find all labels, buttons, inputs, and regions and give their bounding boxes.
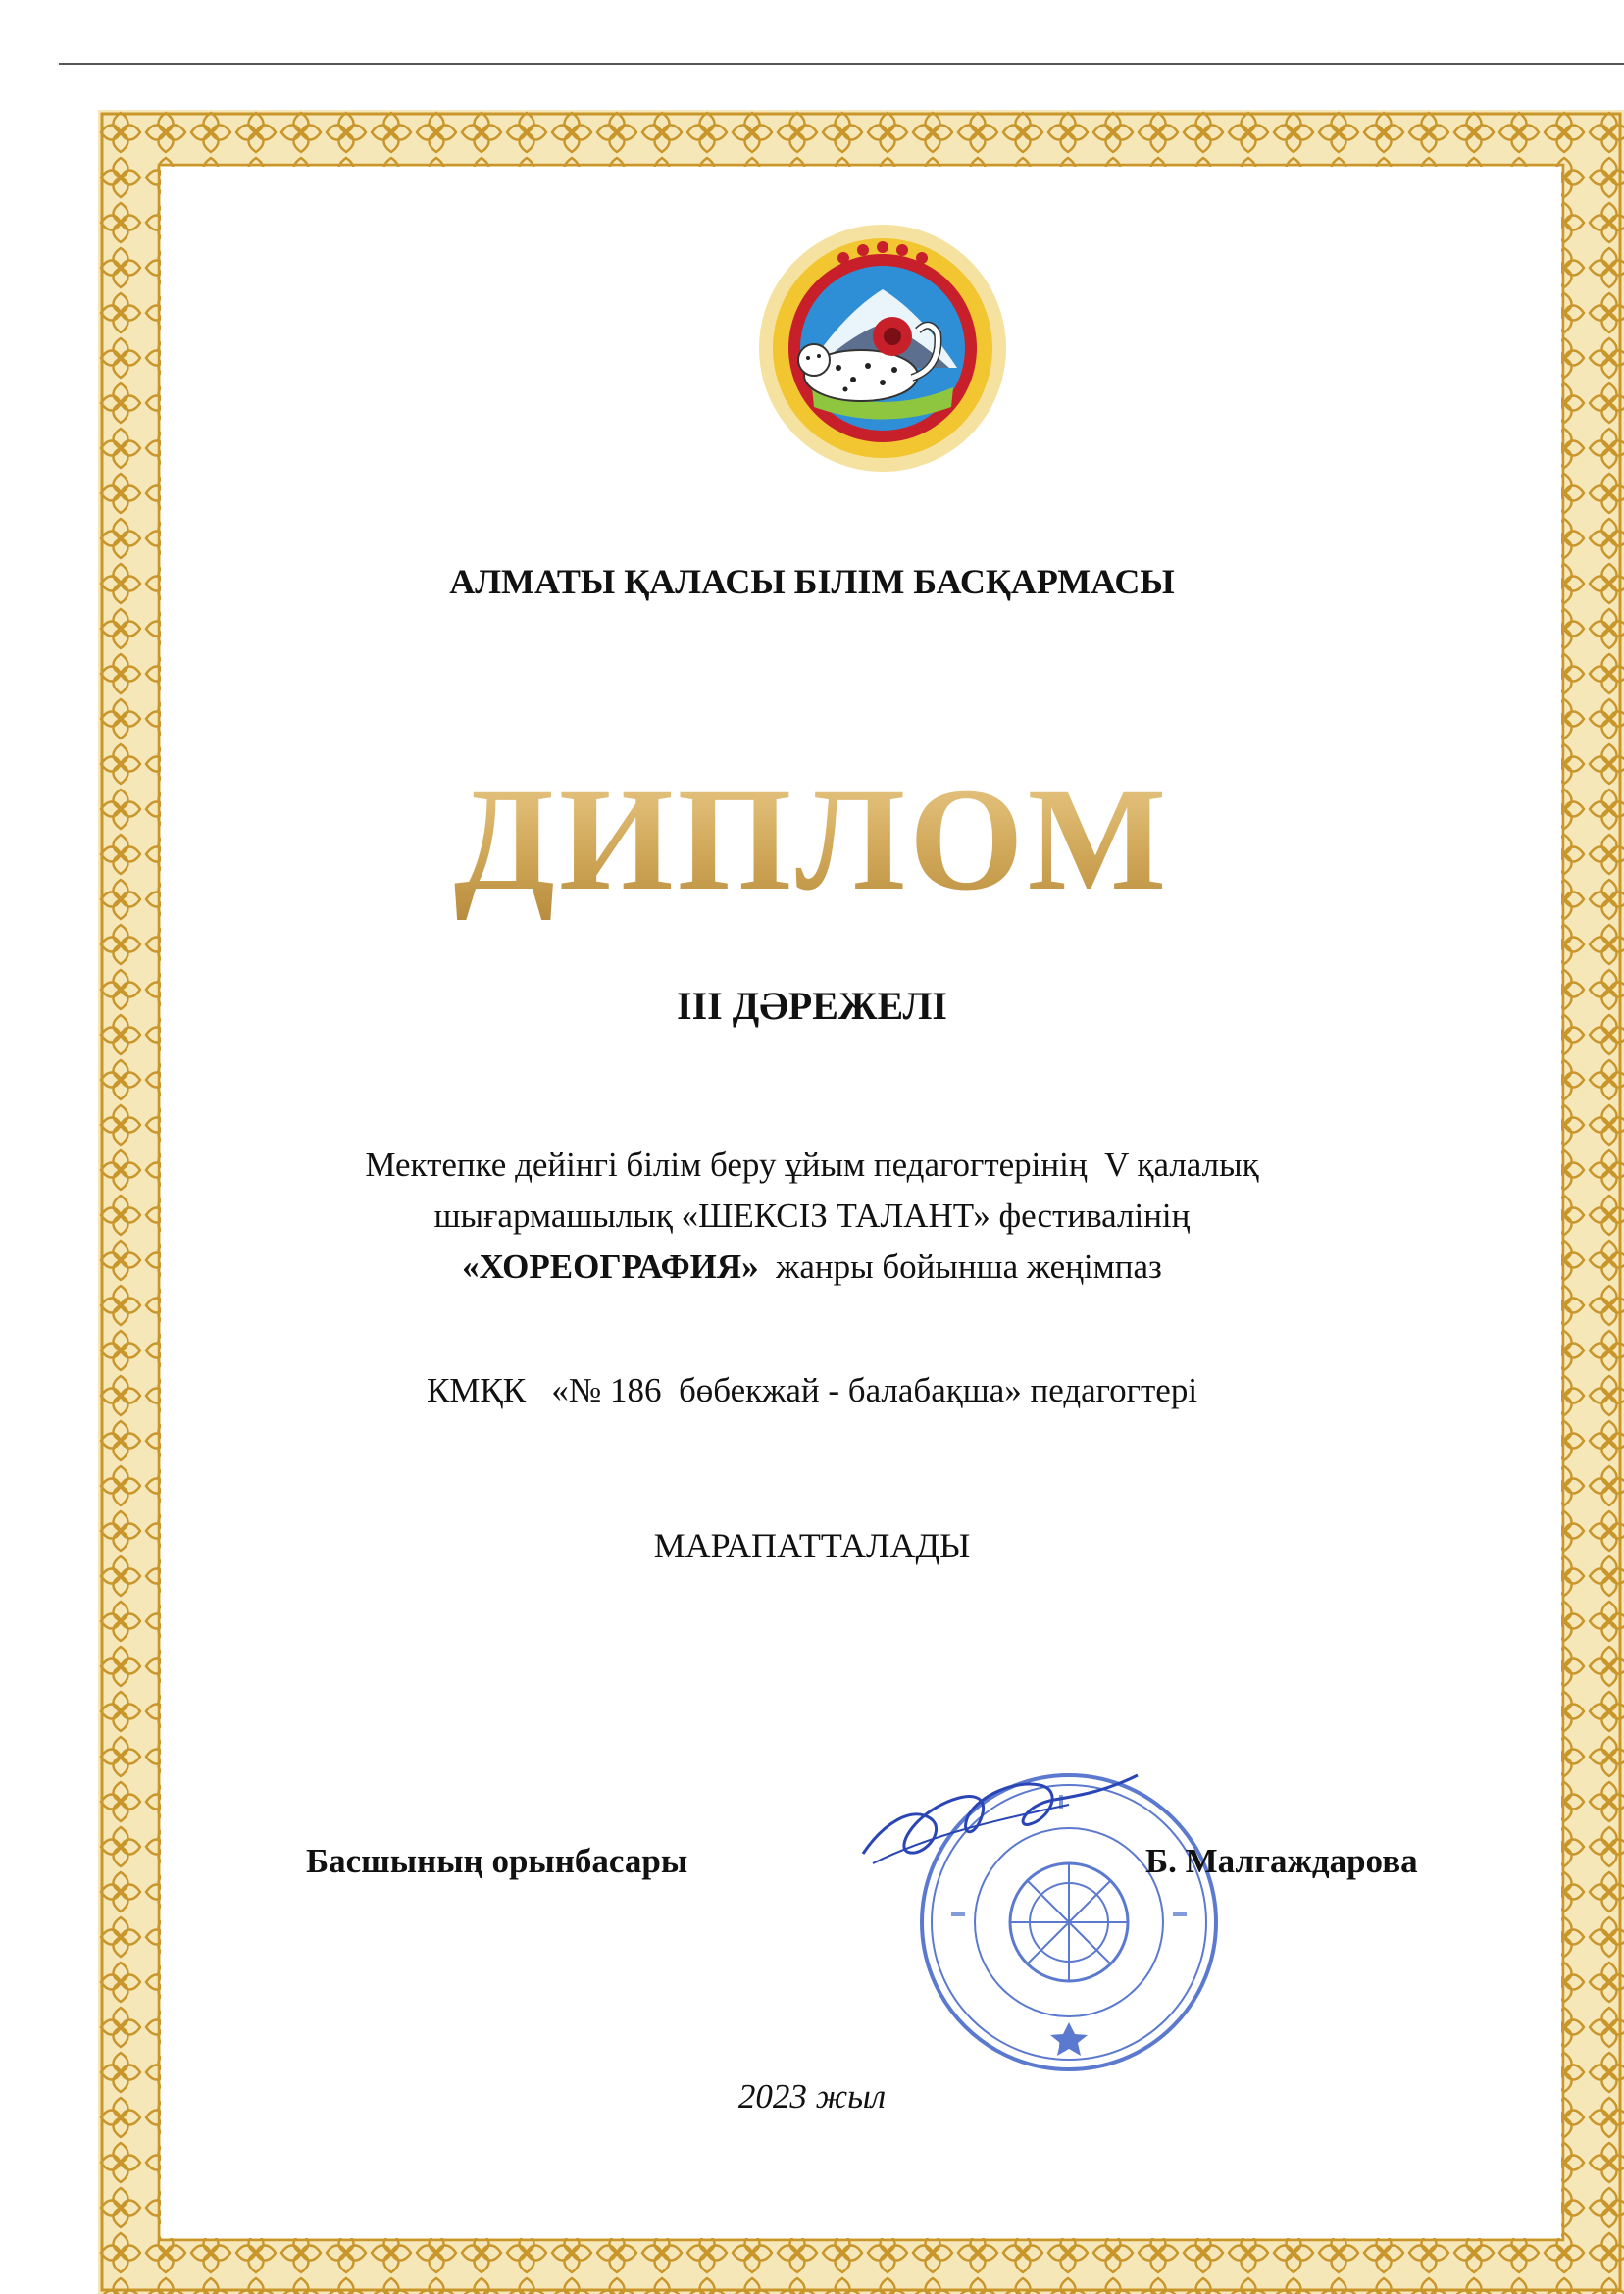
genre-rest: жанры бойынша жеңімпаз [758, 1248, 1162, 1286]
signature-icon [843, 1765, 1177, 1893]
award-description [157, 1140, 1467, 1293]
almaty-emblem-icon [745, 221, 1020, 476]
description-line-3 [157, 1242, 1467, 1293]
diploma-title: ДИПЛОМ [157, 755, 1467, 924]
description-line-1: Мектепке дейінгі білім беру ұйым педагогтерінің V қалалық [365, 1146, 1259, 1184]
signatory-role: Басшының орынбасары [306, 1842, 688, 1880]
year: 2023 жыл [737, 2077, 887, 2116]
awarded-label: МАРАПАТТАЛАДЫ [653, 1526, 971, 1565]
signatory-name: Б. Малгаждарова [1145, 1842, 1418, 1880]
organization-title: АЛМАТЫ ҚАЛАСЫ БІЛІМ БАСҚАРМАСЫ [449, 562, 1175, 601]
degree-label: ІІІ ДӘРЕЖЕЛІ [677, 984, 947, 1028]
genre-name: «ХОРЕОГРАФИЯ» [462, 1248, 759, 1286]
description-line-2: шығармашылық «ШЕКСІЗ ТАЛАНТ» фестивалінің [433, 1197, 1191, 1235]
recipient: КМҚК «№ 186 бөбекжай - балабақша» педагогтері [426, 1371, 1198, 1409]
